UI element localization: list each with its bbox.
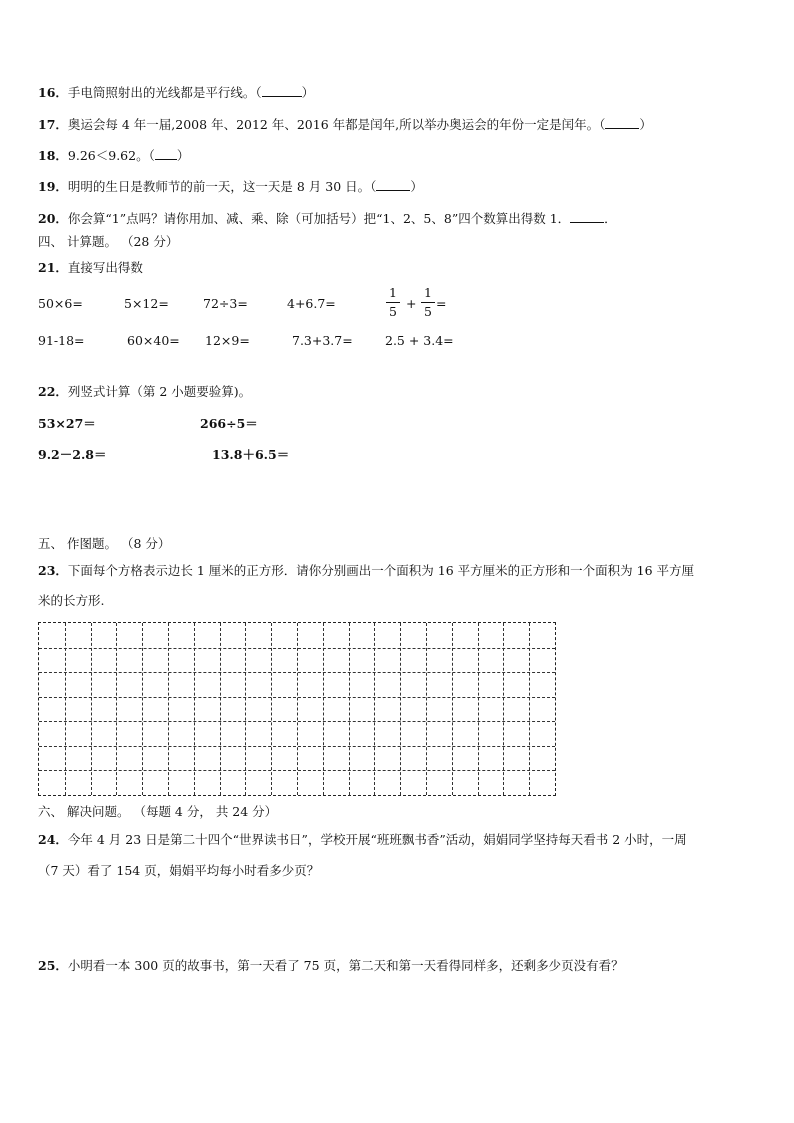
grid-line-horizontal xyxy=(39,746,555,747)
answer-blank[interactable] xyxy=(570,210,604,223)
plus-sign: + xyxy=(406,296,417,311)
question-text: 你会算“1”点吗？请你用加、减、乘、除（可加括号）把“1、2、5、8”四个数算出得数 1． xyxy=(67,211,571,226)
grid-line-horizontal xyxy=(39,648,555,649)
grid-line-vertical xyxy=(245,623,246,795)
vertical-calc-item: 53×27＝ xyxy=(38,416,96,431)
answer-blank[interactable] xyxy=(605,116,639,129)
grid-line-vertical xyxy=(323,623,324,795)
question-text: 下面每个方格表示边长 1 厘米的正方形．请你分别画出一个面积为 16 平方厘米的正方形和一个面积为 16 平方厘 xyxy=(67,563,695,578)
question-number: 17． xyxy=(38,117,68,132)
question-21 xyxy=(38,260,143,276)
question-19 xyxy=(38,178,423,195)
vertical-calc-item: 13.8＋6.5＝ xyxy=(212,447,290,462)
question-number: 25． xyxy=(38,958,68,973)
calc-item: 4+6.7= xyxy=(287,296,336,311)
grid-line-vertical xyxy=(503,623,504,795)
question-text: 手电筒照射出的光线都是平行线。（ xyxy=(67,85,262,100)
question-number: 22． xyxy=(38,384,68,399)
grid-line-vertical xyxy=(400,623,401,795)
question-text: 今年 4 月 23 日是第二十四个“世界读书日”，学校开展“班班飘书香”活动，娟娟同学坚持每天看书 2 小时，一周 xyxy=(67,832,687,847)
grid-line-vertical xyxy=(194,623,195,795)
grid-line-vertical xyxy=(529,623,530,795)
question-24-line-2: （7 天）看了 154 页，娟娟平均每小时看多少页？ xyxy=(38,863,320,878)
numerator: 1 xyxy=(389,285,397,300)
calc-item: 7.3+3.7= xyxy=(292,333,353,348)
close-paren: ） xyxy=(639,117,652,132)
question-25 xyxy=(38,958,624,974)
period: ． xyxy=(604,211,617,226)
drawing-grid[interactable] xyxy=(38,622,556,796)
grid-line-horizontal xyxy=(39,672,555,673)
section-5-heading: 五、 作图题。 （8 分） xyxy=(38,536,171,551)
answer-blank[interactable] xyxy=(262,84,302,97)
grid-line-vertical xyxy=(426,623,427,795)
grid-line-vertical xyxy=(142,623,143,795)
question-number: 20． xyxy=(38,211,68,226)
question-16 xyxy=(38,84,314,101)
grid-line-vertical xyxy=(91,623,92,795)
question-22 xyxy=(38,384,251,400)
question-text: 小明看一本 300 页的故事书，第一天看了 75 页，第二天和第一天看得同样多，还剩多少页没有看？ xyxy=(67,958,624,973)
close-paren: ） xyxy=(301,85,315,100)
section-6-heading: 六、 解决问题。 （每题 4 分， 共 24 分） xyxy=(38,804,278,819)
denominator: 5 xyxy=(424,304,432,319)
question-text: 奥运会每 4 年一届,2008 年、2012 年、2016 年都是闰年,所以举办奥运会的年份一定是闰年。（ xyxy=(67,117,606,132)
calc-item: 50×6= xyxy=(38,296,83,311)
question-number: 16． xyxy=(38,85,68,100)
vertical-calc-item: 9.2－2.8＝ xyxy=(38,447,107,462)
calc-item: 12×9= xyxy=(205,333,250,348)
vertical-calc-item: 266÷5＝ xyxy=(200,416,258,431)
answer-blank[interactable] xyxy=(155,147,177,160)
calc-item: 5×12= xyxy=(124,296,169,311)
grid-line-vertical xyxy=(374,623,375,795)
fraction-bar xyxy=(386,302,400,303)
numerator: 1 xyxy=(424,285,432,300)
question-number: 24． xyxy=(38,832,68,847)
fraction-2 xyxy=(421,285,435,320)
question-number: 18． xyxy=(38,148,68,163)
grid-line-horizontal xyxy=(39,770,555,771)
grid-line-vertical xyxy=(297,623,298,795)
grid-line-vertical xyxy=(478,623,479,795)
question-20 xyxy=(38,210,617,227)
grid-line-horizontal xyxy=(39,721,555,722)
grid-line-vertical xyxy=(116,623,117,795)
question-24-line-1 xyxy=(38,832,687,848)
close-paren: ） xyxy=(176,148,190,163)
denominator: 5 xyxy=(389,304,397,319)
fraction-1 xyxy=(386,285,400,320)
question-23-line-1 xyxy=(38,563,694,579)
question-number: 21． xyxy=(38,260,68,275)
question-text: 直接写出得数 xyxy=(67,260,143,275)
question-number: 19． xyxy=(38,179,68,194)
question-text: 明明的生日是教师节的前一天，这一天是 8 月 30 日。（ xyxy=(67,179,377,194)
question-23-line-2: 米的长方形. xyxy=(38,593,105,608)
section-4-heading: 四、 计算题。 （28 分） xyxy=(38,234,179,249)
calc-item: 2.5 + 3.4= xyxy=(385,333,454,348)
grid-line-vertical xyxy=(271,623,272,795)
grid-line-vertical xyxy=(168,623,169,795)
answer-blank[interactable] xyxy=(376,178,410,191)
question-18 xyxy=(38,147,189,164)
fraction-bar xyxy=(421,302,435,303)
question-17 xyxy=(38,116,652,133)
equals-sign: = xyxy=(436,296,447,311)
question-number: 23． xyxy=(38,563,68,578)
calc-item: 60×40= xyxy=(127,333,180,348)
grid-line-vertical xyxy=(220,623,221,795)
close-paren: ） xyxy=(410,179,423,194)
grid-line-vertical xyxy=(349,623,350,795)
grid-line-vertical xyxy=(452,623,453,795)
question-text: 列竖式计算（第 2 小题要验算)。 xyxy=(67,384,252,399)
calc-item: 91-18= xyxy=(38,333,85,348)
grid-line-vertical xyxy=(65,623,66,795)
calc-item: 72÷3= xyxy=(203,296,248,311)
grid-line-horizontal xyxy=(39,697,555,698)
question-text: 9.26＜9.62。（ xyxy=(67,148,155,163)
